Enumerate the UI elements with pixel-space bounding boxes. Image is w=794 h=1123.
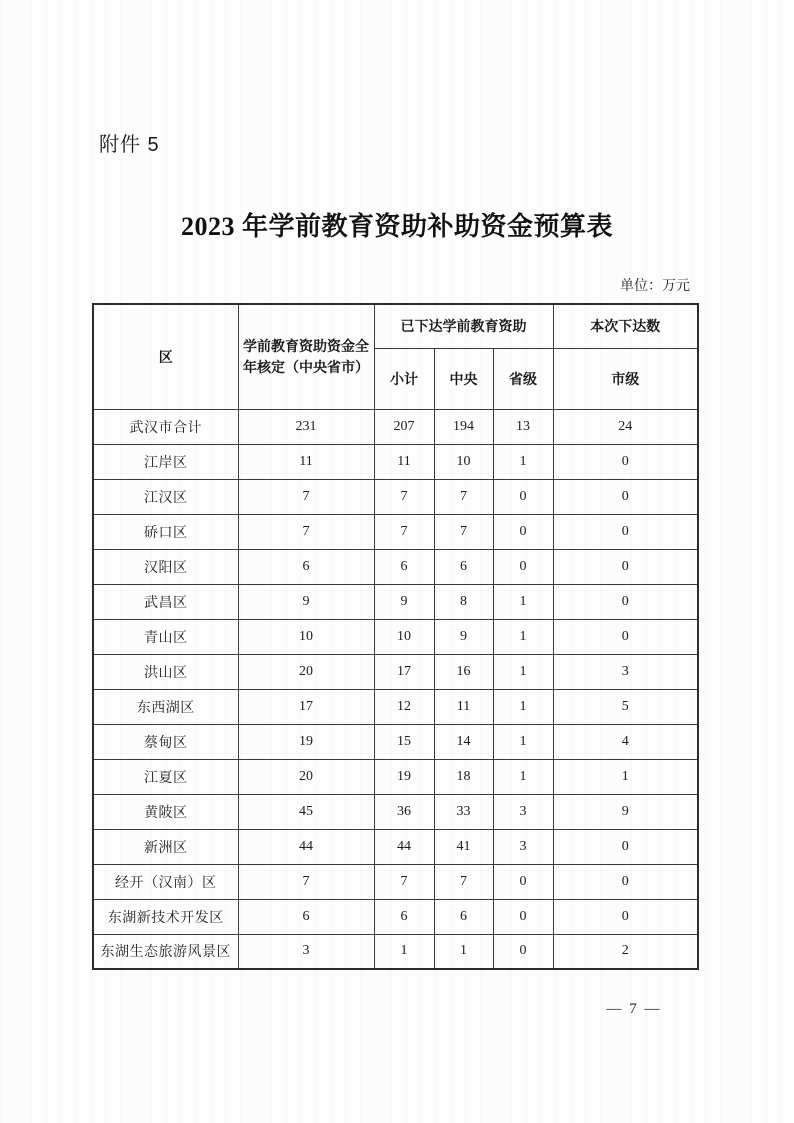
cell-issued-subtotal: 6: [374, 549, 434, 584]
cell-current-municipal: 4: [553, 724, 698, 759]
cell-issued-subtotal: 6: [374, 899, 434, 934]
table-row: [93, 409, 698, 444]
table-row: [93, 689, 698, 724]
cell-district: 新洲区: [93, 829, 238, 864]
header-district: 区: [93, 304, 238, 409]
cell-annual-approved: 44: [238, 829, 374, 864]
cell-annual-approved: 19: [238, 724, 374, 759]
cell-issued-provincial: 13: [493, 409, 553, 444]
cell-issued-subtotal: 12: [374, 689, 434, 724]
cell-issued-central: 41: [434, 829, 493, 864]
cell-issued-provincial: 1: [493, 619, 553, 654]
cell-district: 江岸区: [93, 444, 238, 479]
cell-district: 经开（汉南）区: [93, 864, 238, 899]
header-current-municipal: 市级: [553, 348, 698, 409]
cell-district: 武汉市合计: [93, 409, 238, 444]
cell-district: 硚口区: [93, 514, 238, 549]
cell-issued-central: 1: [434, 934, 493, 969]
cell-current-municipal: 5: [553, 689, 698, 724]
cell-issued-provincial: 1: [493, 584, 553, 619]
table-row: [93, 619, 698, 654]
cell-issued-central: 194: [434, 409, 493, 444]
cell-issued-central: 33: [434, 794, 493, 829]
attachment-label: 附件 5: [99, 134, 160, 156]
cell-annual-approved: 7: [238, 479, 374, 514]
cell-current-municipal: 0: [553, 479, 698, 514]
cell-current-municipal: 3: [553, 654, 698, 689]
table-body: [93, 409, 698, 969]
cell-issued-provincial: 0: [493, 899, 553, 934]
cell-district: 江夏区: [93, 759, 238, 794]
cell-current-municipal: 0: [553, 829, 698, 864]
cell-issued-subtotal: 1: [374, 934, 434, 969]
cell-district: 东西湖区: [93, 689, 238, 724]
cell-issued-subtotal: 17: [374, 654, 434, 689]
header-issued-group: 已下达学前教育资助: [374, 304, 553, 348]
cell-issued-central: 10: [434, 444, 493, 479]
cell-issued-provincial: 0: [493, 549, 553, 584]
table-row: [93, 759, 698, 794]
cell-district: 东湖新技术开发区: [93, 899, 238, 934]
cell-annual-approved: 17: [238, 689, 374, 724]
header-issued-central: 中央: [434, 348, 493, 409]
cell-annual-approved: 231: [238, 409, 374, 444]
cell-issued-central: 7: [434, 514, 493, 549]
table-row: [93, 549, 698, 584]
cell-issued-central: 16: [434, 654, 493, 689]
cell-issued-central: 14: [434, 724, 493, 759]
table-row: [93, 794, 698, 829]
cell-issued-central: 7: [434, 864, 493, 899]
cell-issued-provincial: 1: [493, 724, 553, 759]
cell-issued-provincial: 0: [493, 864, 553, 899]
table-row: [93, 864, 698, 899]
cell-district: 黄陂区: [93, 794, 238, 829]
cell-issued-provincial: 1: [493, 654, 553, 689]
cell-current-municipal: 24: [553, 409, 698, 444]
cell-issued-central: 7: [434, 479, 493, 514]
cell-issued-subtotal: 7: [374, 864, 434, 899]
cell-issued-central: 8: [434, 584, 493, 619]
cell-annual-approved: 9: [238, 584, 374, 619]
cell-district: 武昌区: [93, 584, 238, 619]
cell-issued-subtotal: 10: [374, 619, 434, 654]
cell-issued-provincial: 1: [493, 444, 553, 479]
table-row: [93, 444, 698, 479]
cell-annual-approved: 20: [238, 654, 374, 689]
cell-annual-approved: 6: [238, 899, 374, 934]
cell-current-municipal: 0: [553, 549, 698, 584]
header-issued-provincial: 省级: [493, 348, 553, 409]
header-row-groups: [93, 304, 698, 348]
cell-annual-approved: 10: [238, 619, 374, 654]
cell-current-municipal: 9: [553, 794, 698, 829]
cell-annual-approved: 7: [238, 514, 374, 549]
cell-issued-provincial: 1: [493, 759, 553, 794]
page-number: — 7 —: [606, 1001, 662, 1017]
table-row: [93, 899, 698, 934]
cell-issued-subtotal: 19: [374, 759, 434, 794]
cell-annual-approved: 3: [238, 934, 374, 969]
cell-annual-approved: 11: [238, 444, 374, 479]
unit-label: 单位：万元: [620, 279, 690, 294]
cell-issued-central: 11: [434, 689, 493, 724]
cell-issued-provincial: 0: [493, 934, 553, 969]
cell-district: 青山区: [93, 619, 238, 654]
cell-issued-subtotal: 7: [374, 479, 434, 514]
cell-issued-central: 9: [434, 619, 493, 654]
table-row: [93, 479, 698, 514]
cell-current-municipal: 0: [553, 584, 698, 619]
cell-annual-approved: 6: [238, 549, 374, 584]
table-row: [93, 829, 698, 864]
cell-issued-subtotal: 44: [374, 829, 434, 864]
cell-current-municipal: 0: [553, 619, 698, 654]
cell-current-municipal: 2: [553, 934, 698, 969]
cell-issued-subtotal: 9: [374, 584, 434, 619]
header-current-group: 本次下达数: [553, 304, 698, 348]
cell-issued-subtotal: 7: [374, 514, 434, 549]
table-header: [93, 304, 698, 409]
cell-district: 蔡甸区: [93, 724, 238, 759]
cell-district: 洪山区: [93, 654, 238, 689]
cell-current-municipal: 0: [553, 864, 698, 899]
cell-issued-provincial: 1: [493, 689, 553, 724]
header-issued-subtotal: 小计: [374, 348, 434, 409]
cell-current-municipal: 1: [553, 759, 698, 794]
table-row: [93, 724, 698, 759]
page-title: 2023 年学前教育资助补助资金预算表: [180, 212, 613, 241]
cell-issued-provincial: 0: [493, 479, 553, 514]
cell-district: 汉阳区: [93, 549, 238, 584]
cell-current-municipal: 0: [553, 514, 698, 549]
cell-issued-central: 18: [434, 759, 493, 794]
cell-annual-approved: 45: [238, 794, 374, 829]
cell-district: 江汉区: [93, 479, 238, 514]
cell-annual-approved: 20: [238, 759, 374, 794]
table-row: [93, 934, 698, 969]
table-row: [93, 654, 698, 689]
table-row: [93, 584, 698, 619]
cell-issued-subtotal: 36: [374, 794, 434, 829]
cell-issued-central: 6: [434, 899, 493, 934]
cell-annual-approved: 7: [238, 864, 374, 899]
header-annual-approved: 学前教育资助资金全年核定（中央省市）: [238, 304, 374, 409]
cell-district: 东湖生态旅游风景区: [93, 934, 238, 969]
cell-issued-subtotal: 207: [374, 409, 434, 444]
cell-issued-central: 6: [434, 549, 493, 584]
cell-current-municipal: 0: [553, 444, 698, 479]
cell-issued-subtotal: 11: [374, 444, 434, 479]
cell-current-municipal: 0: [553, 899, 698, 934]
budget-table: [92, 303, 699, 970]
cell-issued-provincial: 0: [493, 514, 553, 549]
cell-issued-provincial: 3: [493, 829, 553, 864]
cell-issued-provincial: 3: [493, 794, 553, 829]
table-row: [93, 514, 698, 549]
cell-issued-subtotal: 15: [374, 724, 434, 759]
